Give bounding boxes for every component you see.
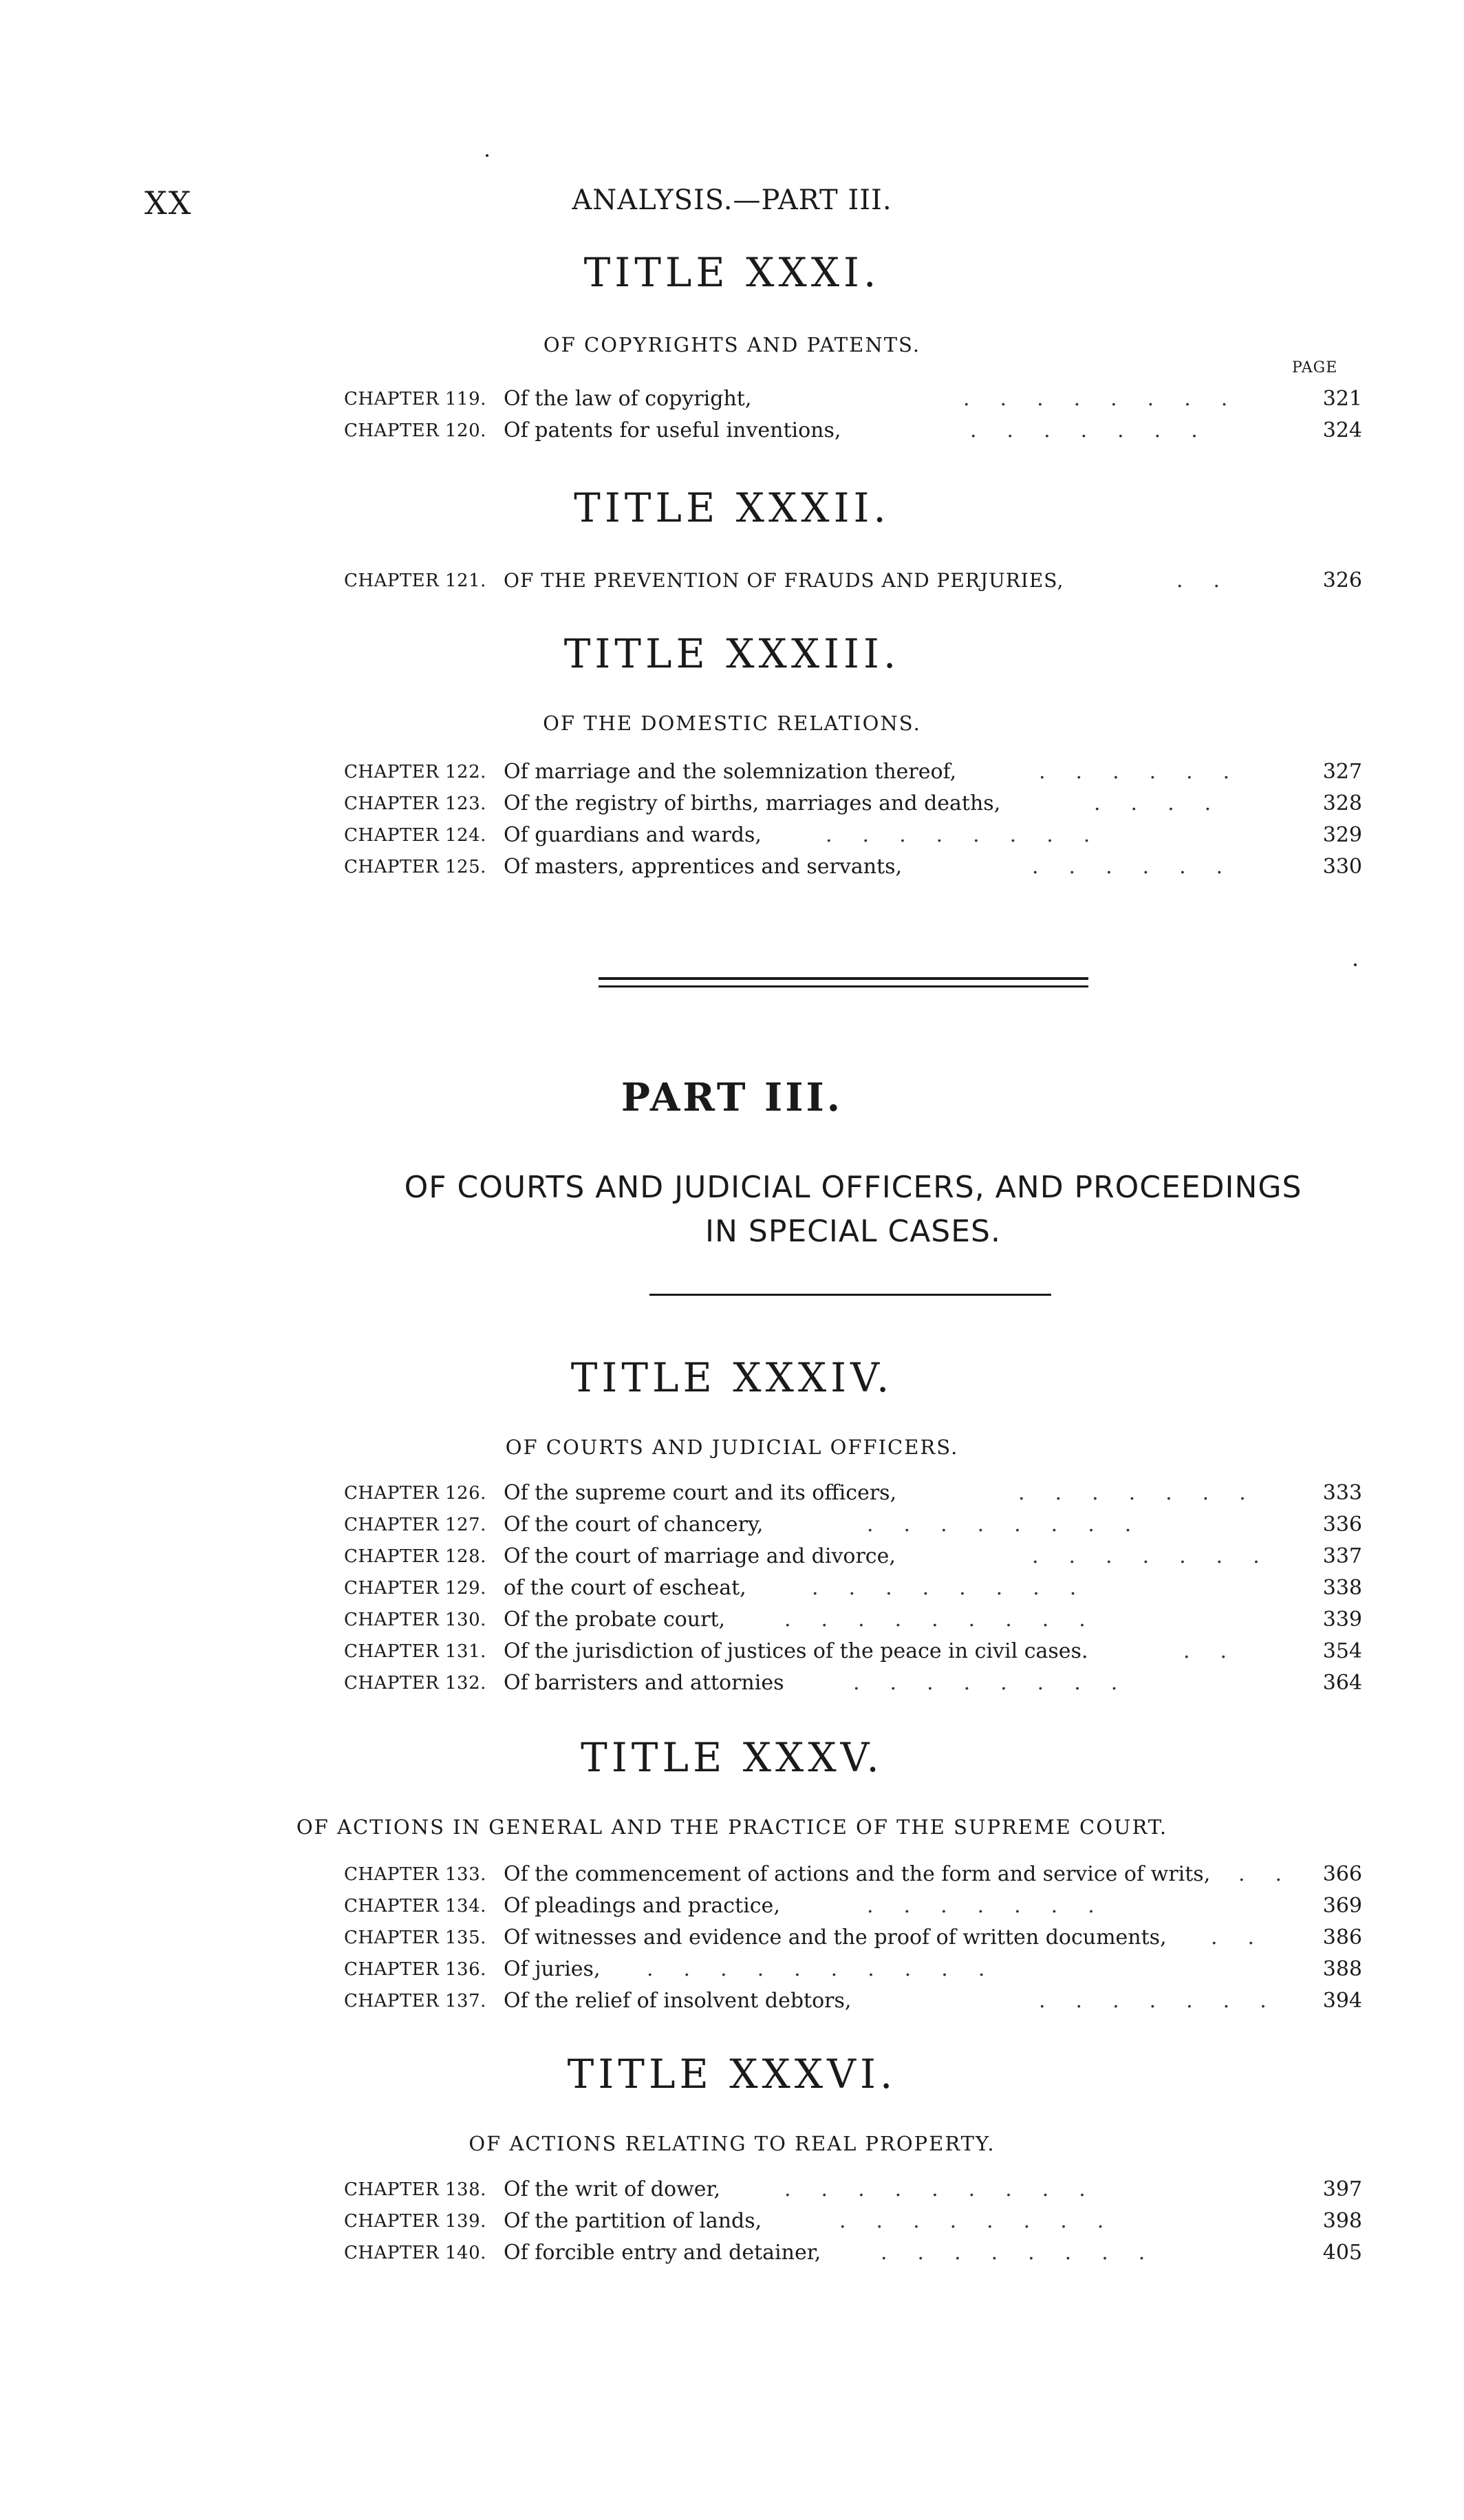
page-ref: 329 xyxy=(1322,823,1362,847)
toc-entry[interactable] xyxy=(344,1605,1362,1635)
chapter-number: CHAPTER 138. xyxy=(344,2179,486,2200)
part-heading: PART III. xyxy=(621,1075,843,1120)
page-ref: 394 xyxy=(1322,1989,1362,2013)
toc-entry[interactable] xyxy=(344,789,1362,819)
page-number: XX xyxy=(144,184,193,222)
page-ref: 330 xyxy=(1322,855,1362,879)
dot-leader: ....... xyxy=(1032,1544,1290,1568)
chapter-title: Of barristers and attornies xyxy=(504,1671,784,1695)
chapter-title: of the court of escheat, xyxy=(504,1576,746,1600)
chapter-number: CHAPTER 136. xyxy=(344,1959,486,1980)
chapter-number: CHAPTER 140. xyxy=(344,2243,486,2263)
chapter-number: CHAPTER 134. xyxy=(344,1896,486,1916)
dot-leader: ....... xyxy=(970,418,1228,442)
page-column-label: PAGE xyxy=(1292,359,1338,376)
page-ref: 336 xyxy=(1322,1513,1362,1537)
page-ref: 388 xyxy=(1322,1957,1362,1981)
chapter-title: Of the writ of dower, xyxy=(504,2177,721,2201)
page-ref: 366 xyxy=(1322,1862,1362,1886)
chapter-number: CHAPTER 128. xyxy=(344,1546,486,1567)
chapter-number: CHAPTER 131. xyxy=(344,1641,486,1662)
chapter-title: Of the court of chancery, xyxy=(504,1513,764,1537)
chapter-number: CHAPTER 130. xyxy=(344,1610,486,1630)
toc-entry[interactable] xyxy=(344,757,1362,787)
chapter-number: CHAPTER 133. xyxy=(344,1864,486,1885)
chapter-title: Of patents for useful inventions, xyxy=(504,418,841,442)
section-rule xyxy=(649,1294,1051,1296)
chapter-number: CHAPTER 139. xyxy=(344,2211,486,2232)
scan-speck xyxy=(486,154,488,157)
toc-entry[interactable] xyxy=(344,1510,1362,1540)
chapter-title: Of forcible entry and detainer, xyxy=(504,2241,821,2265)
running-head-title: ANALYSIS.—PART III. xyxy=(572,184,892,216)
chapter-title: Of witnesses and evidence and the proof of written documents, xyxy=(504,1925,1167,1950)
title-subject: OF ACTIONS IN GENERAL AND THE PRACTICE OF THE SUPREME COURT. xyxy=(296,1815,1168,1839)
toc-entry[interactable] xyxy=(344,1668,1362,1698)
running-head xyxy=(0,184,1464,226)
title-heading: TITLE XXXV. xyxy=(581,1734,883,1781)
chapter-number: CHAPTER 124. xyxy=(344,825,486,846)
scan-speck xyxy=(1354,963,1357,966)
dot-leader: .. xyxy=(1211,1925,1285,1950)
chapter-title: Of the commencement of actions and the form and service of writs, xyxy=(504,1862,1211,1886)
part-subject-line2: IN SPECIAL CASES. xyxy=(705,1214,1001,1249)
toc-entry[interactable] xyxy=(344,416,1362,446)
dot-leader: ........ xyxy=(812,1576,1107,1600)
chapter-title: Of the jurisdiction of justices of the peace in civil cases. xyxy=(504,1639,1088,1663)
chapter-title: Of the relief of insolvent debtors, xyxy=(504,1989,852,2013)
toc-entry[interactable] xyxy=(344,1478,1362,1508)
dot-leader: .. xyxy=(1176,568,1251,592)
title-subject: OF THE DOMESTIC RELATIONS. xyxy=(543,712,921,735)
dot-leader: ........ xyxy=(881,2241,1176,2265)
page-ref: 397 xyxy=(1322,2177,1362,2201)
chapter-number: CHAPTER 127. xyxy=(344,1515,486,1535)
toc-entry[interactable] xyxy=(344,852,1362,882)
toc-entry[interactable] xyxy=(344,1541,1362,1572)
chapter-number: CHAPTER 122. xyxy=(344,762,486,782)
chapter-title: Of the partition of lands, xyxy=(504,2209,762,2233)
title-heading: TITLE XXXII. xyxy=(574,484,890,531)
dot-leader: ........ xyxy=(963,387,1258,411)
page-ref: 338 xyxy=(1322,1576,1362,1600)
chapter-number: CHAPTER 121. xyxy=(344,570,486,591)
dot-leader: .... xyxy=(1094,791,1242,815)
chapter-title: Of the court of marriage and divorce, xyxy=(504,1544,896,1568)
dot-leader: ....... xyxy=(1039,1989,1297,2013)
dot-leader: ...... xyxy=(1039,760,1260,784)
chapter-title: Of masters, apprentices and servants, xyxy=(504,855,903,879)
page-ref: 386 xyxy=(1322,1925,1362,1950)
page-ref: 337 xyxy=(1322,1544,1362,1568)
chapter-number: CHAPTER 119. xyxy=(344,389,486,409)
chapter-number: CHAPTER 125. xyxy=(344,857,486,877)
toc-entry[interactable] xyxy=(344,1923,1362,1953)
page-ref: 354 xyxy=(1322,1639,1362,1663)
chapter-title: OF THE PREVENTION OF FRAUDS AND PERJURIES, xyxy=(504,569,1064,592)
page-ref: 333 xyxy=(1322,1481,1362,1505)
dot-leader: ........ xyxy=(839,2209,1134,2233)
chapter-number: CHAPTER 132. xyxy=(344,1673,486,1694)
dot-leader: ........ xyxy=(867,1513,1162,1537)
toc-entry[interactable] xyxy=(344,2238,1362,2268)
title-subject: OF COPYRIGHTS AND PATENTS. xyxy=(543,333,921,356)
page-ref: 324 xyxy=(1322,418,1362,442)
page-ref: 321 xyxy=(1322,387,1362,411)
chapter-title: Of guardians and wards, xyxy=(504,823,762,847)
chapter-number: CHAPTER 123. xyxy=(344,793,486,814)
title-subject: OF ACTIONS RELATING TO REAL PROPERTY. xyxy=(469,2132,995,2155)
page-ref: 364 xyxy=(1322,1671,1362,1695)
section-rule xyxy=(599,977,1088,980)
part-subject-line1: OF COURTS AND JUDICIAL OFFICERS, AND PROCEEDINGS xyxy=(404,1170,1302,1205)
toc-entry[interactable] xyxy=(344,384,1362,414)
chapter-number: CHAPTER 120. xyxy=(344,420,486,441)
dot-leader: ........ xyxy=(826,823,1121,847)
toc-entry[interactable] xyxy=(344,1636,1362,1667)
title-subject: OF COURTS AND JUDICIAL OFFICERS. xyxy=(505,1435,959,1459)
toc-entry[interactable] xyxy=(344,2175,1362,2205)
section-rule xyxy=(599,985,1088,987)
chapter-title: Of the registry of births, marriages and deaths, xyxy=(504,791,1001,815)
title-heading: TITLE XXXVI. xyxy=(567,2051,897,2097)
toc-entry[interactable] xyxy=(344,566,1362,596)
dot-leader: ......... xyxy=(784,2177,1116,2201)
page-ref: 369 xyxy=(1322,1894,1362,1918)
page-ref: 339 xyxy=(1322,1608,1362,1632)
toc-entry[interactable] xyxy=(344,820,1362,851)
toc-entry[interactable] xyxy=(344,1954,1362,1985)
page-ref: 326 xyxy=(1322,568,1362,592)
dot-leader: .......... xyxy=(647,1957,1015,1981)
chapter-title: Of juries, xyxy=(504,1957,601,1981)
chapter-number: CHAPTER 126. xyxy=(344,1483,486,1504)
chapter-title: Of the law of copyright, xyxy=(504,387,752,411)
chapter-title: Of marriage and the solemnization thereof, xyxy=(504,760,957,784)
page-ref: 328 xyxy=(1322,791,1362,815)
chapter-number: CHAPTER 129. xyxy=(344,1578,486,1599)
toc-entry[interactable] xyxy=(344,1891,1362,1921)
toc-entry[interactable] xyxy=(344,1573,1362,1603)
page-ref: 405 xyxy=(1322,2241,1362,2265)
dot-leader: ...... xyxy=(1032,855,1253,879)
chapter-number: CHAPTER 135. xyxy=(344,1928,486,1948)
title-heading: TITLE XXXIV. xyxy=(570,1354,894,1401)
dot-leader: ......... xyxy=(784,1608,1116,1632)
dot-leader: ....... xyxy=(867,1894,1125,1918)
title-heading: TITLE XXXI. xyxy=(583,249,881,296)
chapter-title: Of the supreme court and its officers, xyxy=(504,1481,897,1505)
title-heading: TITLE XXXIII. xyxy=(563,630,901,677)
toc-entry[interactable] xyxy=(344,1859,1362,1890)
chapter-title: Of the probate court, xyxy=(504,1608,726,1632)
dot-leader: .. xyxy=(1238,1862,1313,1886)
chapter-number: CHAPTER 137. xyxy=(344,1991,486,2011)
page-ref: 327 xyxy=(1322,760,1362,784)
dot-leader: .. xyxy=(1183,1639,1258,1663)
page-ref: 398 xyxy=(1322,2209,1362,2233)
toc-entry[interactable] xyxy=(344,2206,1362,2236)
toc-entry[interactable] xyxy=(344,1986,1362,2016)
chapter-title: Of pleadings and practice, xyxy=(504,1894,780,1918)
dot-leader: ........ xyxy=(853,1671,1148,1695)
dot-leader: ....... xyxy=(1018,1481,1276,1505)
